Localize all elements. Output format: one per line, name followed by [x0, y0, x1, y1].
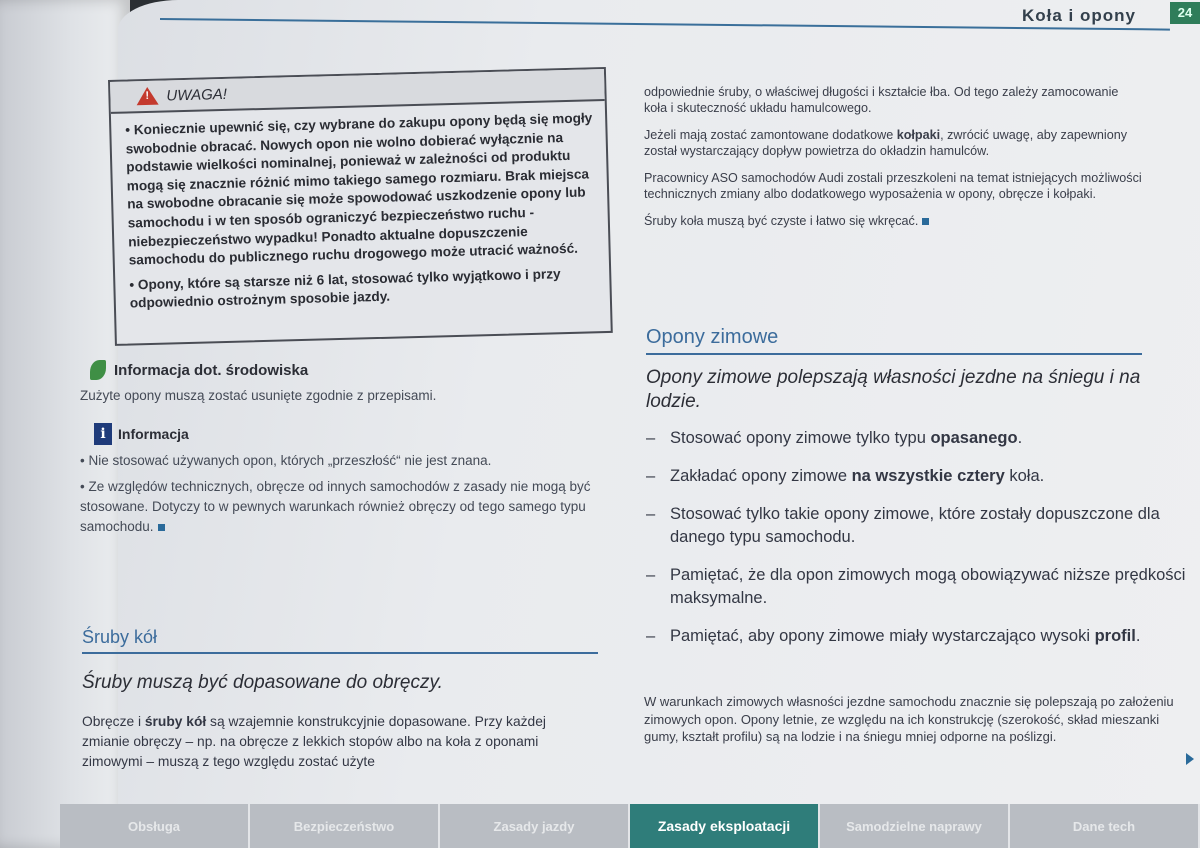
list-item: – Stosować opony zimowe tylko typu opasanego.	[646, 427, 1186, 450]
tab-samodzielne-naprawy[interactable]: Samodzielne naprawy	[820, 804, 1010, 848]
right-paragraph-3: Pracownicy ASO samochodów Audi zostali przeszkoleni na temat istniejących możliwości technicznych zmiany albo dodatkowego wyposażenia w opony, obręcze i kołpaki.	[644, 171, 1142, 201]
right-paragraph-2: Jeżeli mają zostać zamontowane dodatkowe kołpaki, zwrócić uwagę, aby zapewniony został wystarczający dopływ powietrza do okładzin hamulców.	[644, 128, 1128, 158]
winter-tyres-subheading: Opony zimowe polepszają własności jezdne na śniegu i na lodzie.	[646, 367, 1141, 412]
warning-title: UWAGA!	[166, 85, 228, 104]
list-item: – Stosować tylko takie opony zimowe, które zostały dopuszczone dla danego typu samochodu.	[646, 503, 1186, 549]
tab-dane-techniczne[interactable]: Dane tech	[1010, 804, 1200, 848]
right-column	[644, 84, 1144, 240]
warning-triangle-icon: !	[136, 87, 158, 106]
left-column	[80, 360, 600, 543]
tab-zasady-jazdy[interactable]: Zasady jazdy	[440, 804, 630, 848]
tab-bezpieczenstwo[interactable]: Bezpieczeństwo	[250, 804, 440, 848]
info-paragraph-2: • Ze względów technicznych, obręcze od innych samochodów z zasady nie mogą być stosowane. Dotyczy to w pewnych warunkach również obręczy od tego samego typu samochodu.	[80, 479, 591, 534]
leaf-icon	[90, 360, 106, 380]
info-icon: i	[94, 423, 112, 445]
end-square-icon	[158, 524, 165, 531]
section-tabs	[60, 804, 1200, 848]
warning-paragraph-2: • Opony, które są starsze niż 6 lat, stosować tylko wyjątkowo i przy odpowiednio ostrożnym sposobie jazdy.	[129, 265, 561, 311]
winter-tyres-paragraph: W warunkach zimowych własności jezdne samochodu znacznie się polepszają po założeniu zimowych opon. Opony letnie, ze względu na ich konstrukcję (szerokość, skład mieszanki gumy, kształt profilu) są na lodzie i na śniegu mniej odporne na poślizgi.	[644, 694, 1174, 744]
list-item: – Pamiętać, że dla opon zimowych mogą obowiązywać niższe prędkości maksymalne.	[646, 564, 1186, 610]
environment-heading	[90, 360, 600, 380]
right-paragraph-1: odpowiednie śruby, o właściwej długości i kształcie łba. Od tego zależy zamocowanie koła i skuteczność układu hamulcowego.	[644, 85, 1119, 115]
info-title: Informacja	[118, 426, 189, 442]
sruby-subheading: Śruby muszą być dopasowane do obręczy.	[82, 672, 443, 693]
list-item: – Zakładać opony zimowe na wszystkie cztery koła.	[646, 465, 1186, 488]
sruby-heading: Śruby kół	[82, 627, 598, 654]
right-paragraph-4: Śruby koła muszą być czyste i łatwo się wkręcać.	[644, 213, 1144, 229]
page-number: 24	[1170, 2, 1200, 24]
tab-zasady-eksploatacji[interactable]: Zasady eksploatacji	[630, 804, 820, 848]
continue-arrow-icon	[1186, 753, 1194, 765]
warning-body	[111, 101, 610, 314]
environment-text: Zużyte opony muszą zostać usunięte zgodnie z przepisami.	[80, 388, 437, 403]
chapter-title: Koła i opony	[1022, 6, 1136, 25]
info-paragraph-1: • Nie stosować używanych opon, których „przeszłość“ nie jest znana.	[80, 453, 492, 468]
tab-obsluga[interactable]: Obsługa	[60, 804, 250, 848]
end-square-icon	[922, 218, 929, 225]
sruby-text: Obręcze i śruby kół są wzajemnie konstrukcyjnie dopasowane. Przy każdej zmianie obręczy – np. na obręcze z lekkich stopów albo na koła z oponami zimowymi – muszą z tego względu zostać użyte	[82, 714, 546, 769]
environment-title: Informacja dot. środowiska	[114, 361, 309, 379]
winter-tyres-heading: Opony zimowe	[646, 326, 1142, 355]
info-body	[80, 451, 600, 537]
list-item: – Pamiętać, aby opony zimowe miały wystarczająco wysoki profil.	[646, 625, 1186, 648]
warning-box	[108, 67, 613, 346]
winter-tyres-list	[646, 427, 1186, 663]
warning-paragraph-1: • Koniecznie upewnić się, czy wybrane do zakupu opony będą się mogły swobodnie obracać. Nowych opon nie wolno dobierać wyłącznie na podstawie wielkości nominalnej, ponieważ w zależności od produktu mogą się znacznie różnić mimo takiego samego rozmiaru. Brak miejsca na swobodne obracanie się może spowodować uszkodzenie opony lub samochodu i w ten sposób ograniczyć bezpieczeństwo ruchu - niebezpieczeństwo wypadku! Ponadto aktualne dopuszczenie samochodu do publicznego ruchu drogowego może utracić ważność.	[125, 110, 593, 268]
info-heading	[94, 423, 600, 445]
